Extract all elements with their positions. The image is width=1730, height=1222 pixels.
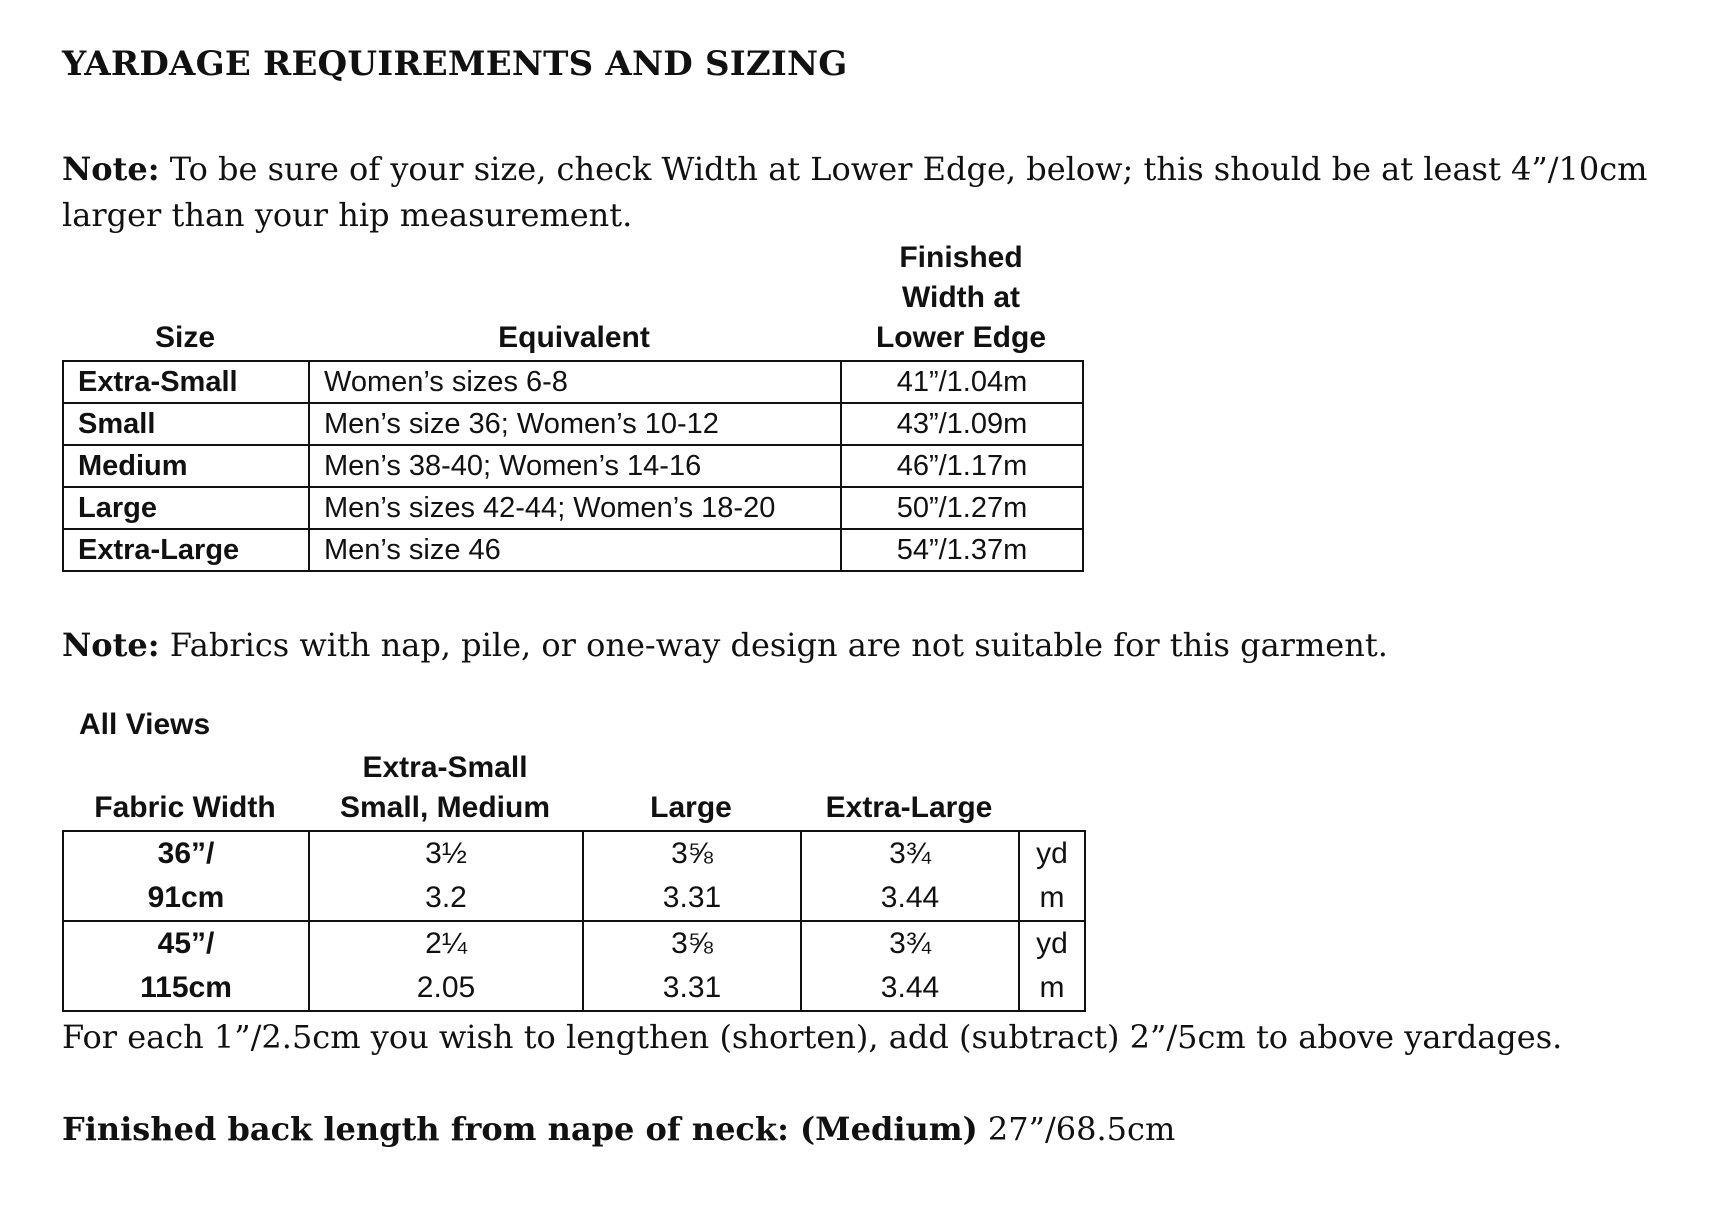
yardage-m: 2.05	[416, 971, 476, 1004]
yardage-yd: 3⅝	[671, 837, 713, 870]
small-medium-cell	[309, 921, 583, 1011]
finished-header-line-2: Width at	[901, 281, 1021, 314]
yardage-m: 3.44	[880, 971, 940, 1004]
unit-m: m	[1039, 881, 1065, 914]
unit-yd: yd	[1036, 837, 1068, 870]
fabric-width-cell	[63, 921, 309, 1011]
extra-large-column-header: Extra-Large	[825, 791, 993, 824]
equivalent-cell: Men’s sizes 42-44; Women’s 18-20	[309, 487, 841, 529]
finished-header-line-3: Lower Edge	[875, 321, 1047, 354]
unit-yd: yd	[1036, 927, 1068, 960]
all-views-label: All Views	[79, 708, 211, 741]
width-cell: 54”/1.37m	[841, 529, 1083, 571]
width-cell: 43”/1.09m	[841, 403, 1083, 445]
equivalent-cell: Men’s 38-40; Women’s 14-16	[309, 445, 841, 487]
width-cell: 50”/1.27m	[841, 487, 1083, 529]
size-column-header: Size	[154, 321, 216, 354]
fabric-width-cm: 91cm	[147, 881, 225, 914]
yardage-m: 3.44	[880, 881, 940, 914]
note-text: Fabrics with nap, pile, or one-way design are not suitable for this garment.	[159, 626, 1388, 664]
note-label: Note:	[62, 626, 160, 664]
size-cell: Large	[63, 487, 309, 529]
unit-cell	[1019, 921, 1085, 1011]
note-label: Note:	[62, 150, 160, 188]
yardage-m: 3.2	[425, 881, 467, 914]
page-title: YARDAGE REQUIREMENTS AND SIZING	[62, 44, 848, 84]
table-row	[63, 487, 1083, 529]
small-medium-column-header	[308, 748, 582, 828]
unit-cell	[1019, 831, 1085, 921]
yardage-m: 3.31	[662, 881, 722, 914]
unit-m: m	[1039, 971, 1065, 1004]
yardage-yd: 3¾	[889, 837, 931, 870]
table-row	[63, 529, 1083, 571]
small-header-line-2: Small, Medium	[339, 791, 551, 824]
width-cell: 46”/1.17m	[841, 445, 1083, 487]
small-medium-cell	[309, 831, 583, 921]
lengthen-note: For each 1”/2.5cm you wish to lengthen (shorten), add (subtract) 2”/5cm to above yardages.	[62, 1018, 1563, 1056]
yardage-m: 3.31	[662, 971, 722, 1004]
size-cell: Extra-Large	[63, 529, 309, 571]
finished-label: Finished back length from nape of neck: (Medium)	[62, 1110, 978, 1148]
yardage-yd: 2¼	[425, 927, 467, 960]
finished-header-line-1: Finished	[899, 241, 1023, 274]
small-header-line-1: Extra-Small	[362, 751, 528, 784]
fabric-note	[62, 622, 1388, 668]
size-cell: Small	[63, 403, 309, 445]
large-column-header: Large	[650, 791, 732, 824]
equivalent-cell: Women’s sizes 6-8	[309, 361, 841, 403]
yardage-yd: 3½	[425, 837, 467, 870]
yardage-yd: 3¾	[889, 927, 931, 960]
width-cell: 41”/1.04m	[841, 361, 1083, 403]
yardage-yd: 3⅝	[671, 927, 713, 960]
fabric-width-cm: 115cm	[140, 971, 232, 1004]
fabric-width-inches: 36”/	[157, 837, 215, 870]
large-cell	[583, 921, 801, 1011]
extra-large-cell	[801, 921, 1019, 1011]
table-row	[63, 921, 1085, 1011]
extra-large-cell	[801, 831, 1019, 921]
size-cell: Medium	[63, 445, 309, 487]
size-cell: Extra-Small	[63, 361, 309, 403]
fabric-width-cell	[63, 831, 309, 921]
fabric-width-column-header: Fabric Width	[94, 791, 276, 824]
large-cell	[583, 831, 801, 921]
size-note	[62, 146, 1702, 238]
yardage-table	[62, 830, 1086, 1012]
size-table	[62, 360, 1084, 572]
finished-width-column-header	[840, 238, 1082, 358]
equivalent-cell: Men’s size 36; Women’s 10-12	[309, 403, 841, 445]
fabric-width-inches: 45”/	[157, 927, 215, 960]
table-row	[63, 831, 1085, 921]
finished-back-length	[62, 1106, 1175, 1152]
equivalent-cell: Men’s size 46	[309, 529, 841, 571]
table-row	[63, 445, 1083, 487]
table-row	[63, 403, 1083, 445]
table-row	[63, 361, 1083, 403]
finished-value: 27”/68.5cm	[977, 1110, 1176, 1148]
note-text: To be sure of your size, check Width at Lower Edge, below; this should be at least 4”/10cm larger than your hip measurement.	[62, 150, 1648, 234]
equivalent-column-header: Equivalent	[498, 321, 650, 354]
